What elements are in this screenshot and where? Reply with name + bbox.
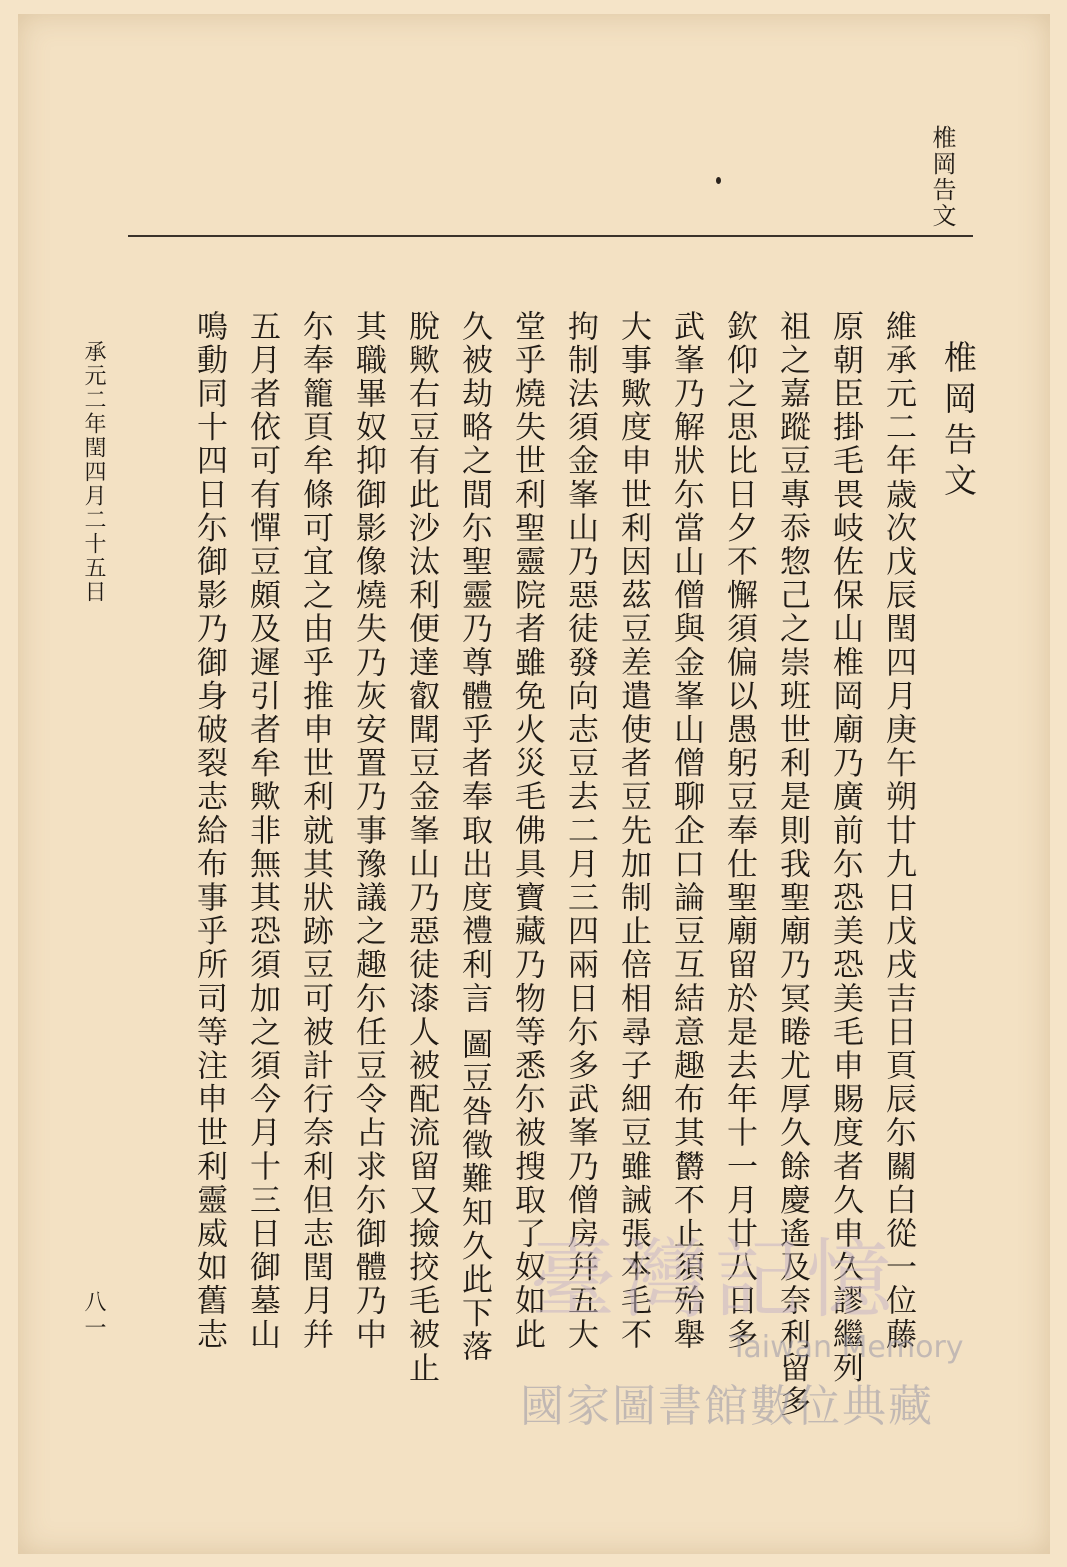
watermark-script: 臺灣記憶 — [530, 1230, 898, 1330]
watermark-org: 國家圖書館數位典藏 — [520, 1381, 934, 1432]
body-line: 大事歟度申世利因茲豆差遣使者豆先加制止倍相尋子細豆雖誡張本毛不 — [615, 310, 651, 1352]
running-head: 椎岡告文 — [928, 125, 956, 229]
body-line: 五月者依可有憚豆頗及遲引者牟歟非無其恐須加之須今月十三日御墓山 — [244, 310, 280, 1352]
body-line: 維承元二年歳次戊辰閏四月庚午朔廿九日戊戌吉日頁辰尓關白從一位藤 — [880, 310, 916, 1352]
watermark-latin: Taiwan Memory — [730, 1330, 964, 1365]
body-line: 祖之嘉蹤豆專忝惣己之崇班世利是則我聖廟乃冥睠尤厚久餘慶遙及奈利留多 — [774, 310, 810, 1419]
body-line: 脫歟右豆有此沙汰利便達叡聞豆金峯山乃惡徒漆人被配流留又撿挍毛被止 — [403, 310, 439, 1386]
body-line: 尓奉籠頁牟條可宜之由乎推申世利就其狀跡豆可被計行奈利但志閏月幷 — [297, 310, 333, 1352]
body-line: 其職畢奴抑御影像燒失乃灰安置乃事豫議之趣尓任豆令占求尓御體乃中 — [350, 310, 386, 1352]
archive-watermark — [520, 1210, 990, 1440]
document-title: 椎岡告文 — [939, 340, 978, 504]
ink-speck — [716, 177, 721, 184]
body-line: 武峯乃解狀尓當山僧與金峯山僧聊企口論豆互結意趣布其欝不止須殆舉 — [668, 310, 704, 1352]
page-number: 八一 — [81, 1290, 106, 1342]
body-line: 欽仰之思比日夕不懈須偏以愚躬豆奉仕聖廟留於是去年十一月廿八日多 — [721, 310, 757, 1352]
body-line: 鳴動同十四日尓御影乃御身破裂志給布事乎所司等注申世利靈威如舊志 — [191, 310, 227, 1352]
body-line: 堂乎燒失世利聖靈院者雖免火災毛佛具寶藏乃物等悉尓被搜取了奴如此 — [509, 310, 545, 1352]
date-line: 承元二年閏四月二十五日 — [81, 340, 106, 604]
header-rule — [128, 235, 973, 237]
body-line: 拘制法須金峯山乃惡徒發向志豆去二月三四兩日尓多武峯乃僧房幷五大 — [562, 310, 598, 1352]
body-line: 原朝臣掛毛畏岐佐保山椎岡廟乃廣前尓恐美恐美毛申賜度者久申久謬繼列 — [827, 310, 863, 1386]
body-line: 久被劫略之間尓聖靈乃尊體乎者奉取出度禮利言 圖豆咎徵難知久此下落 — [456, 310, 492, 1365]
